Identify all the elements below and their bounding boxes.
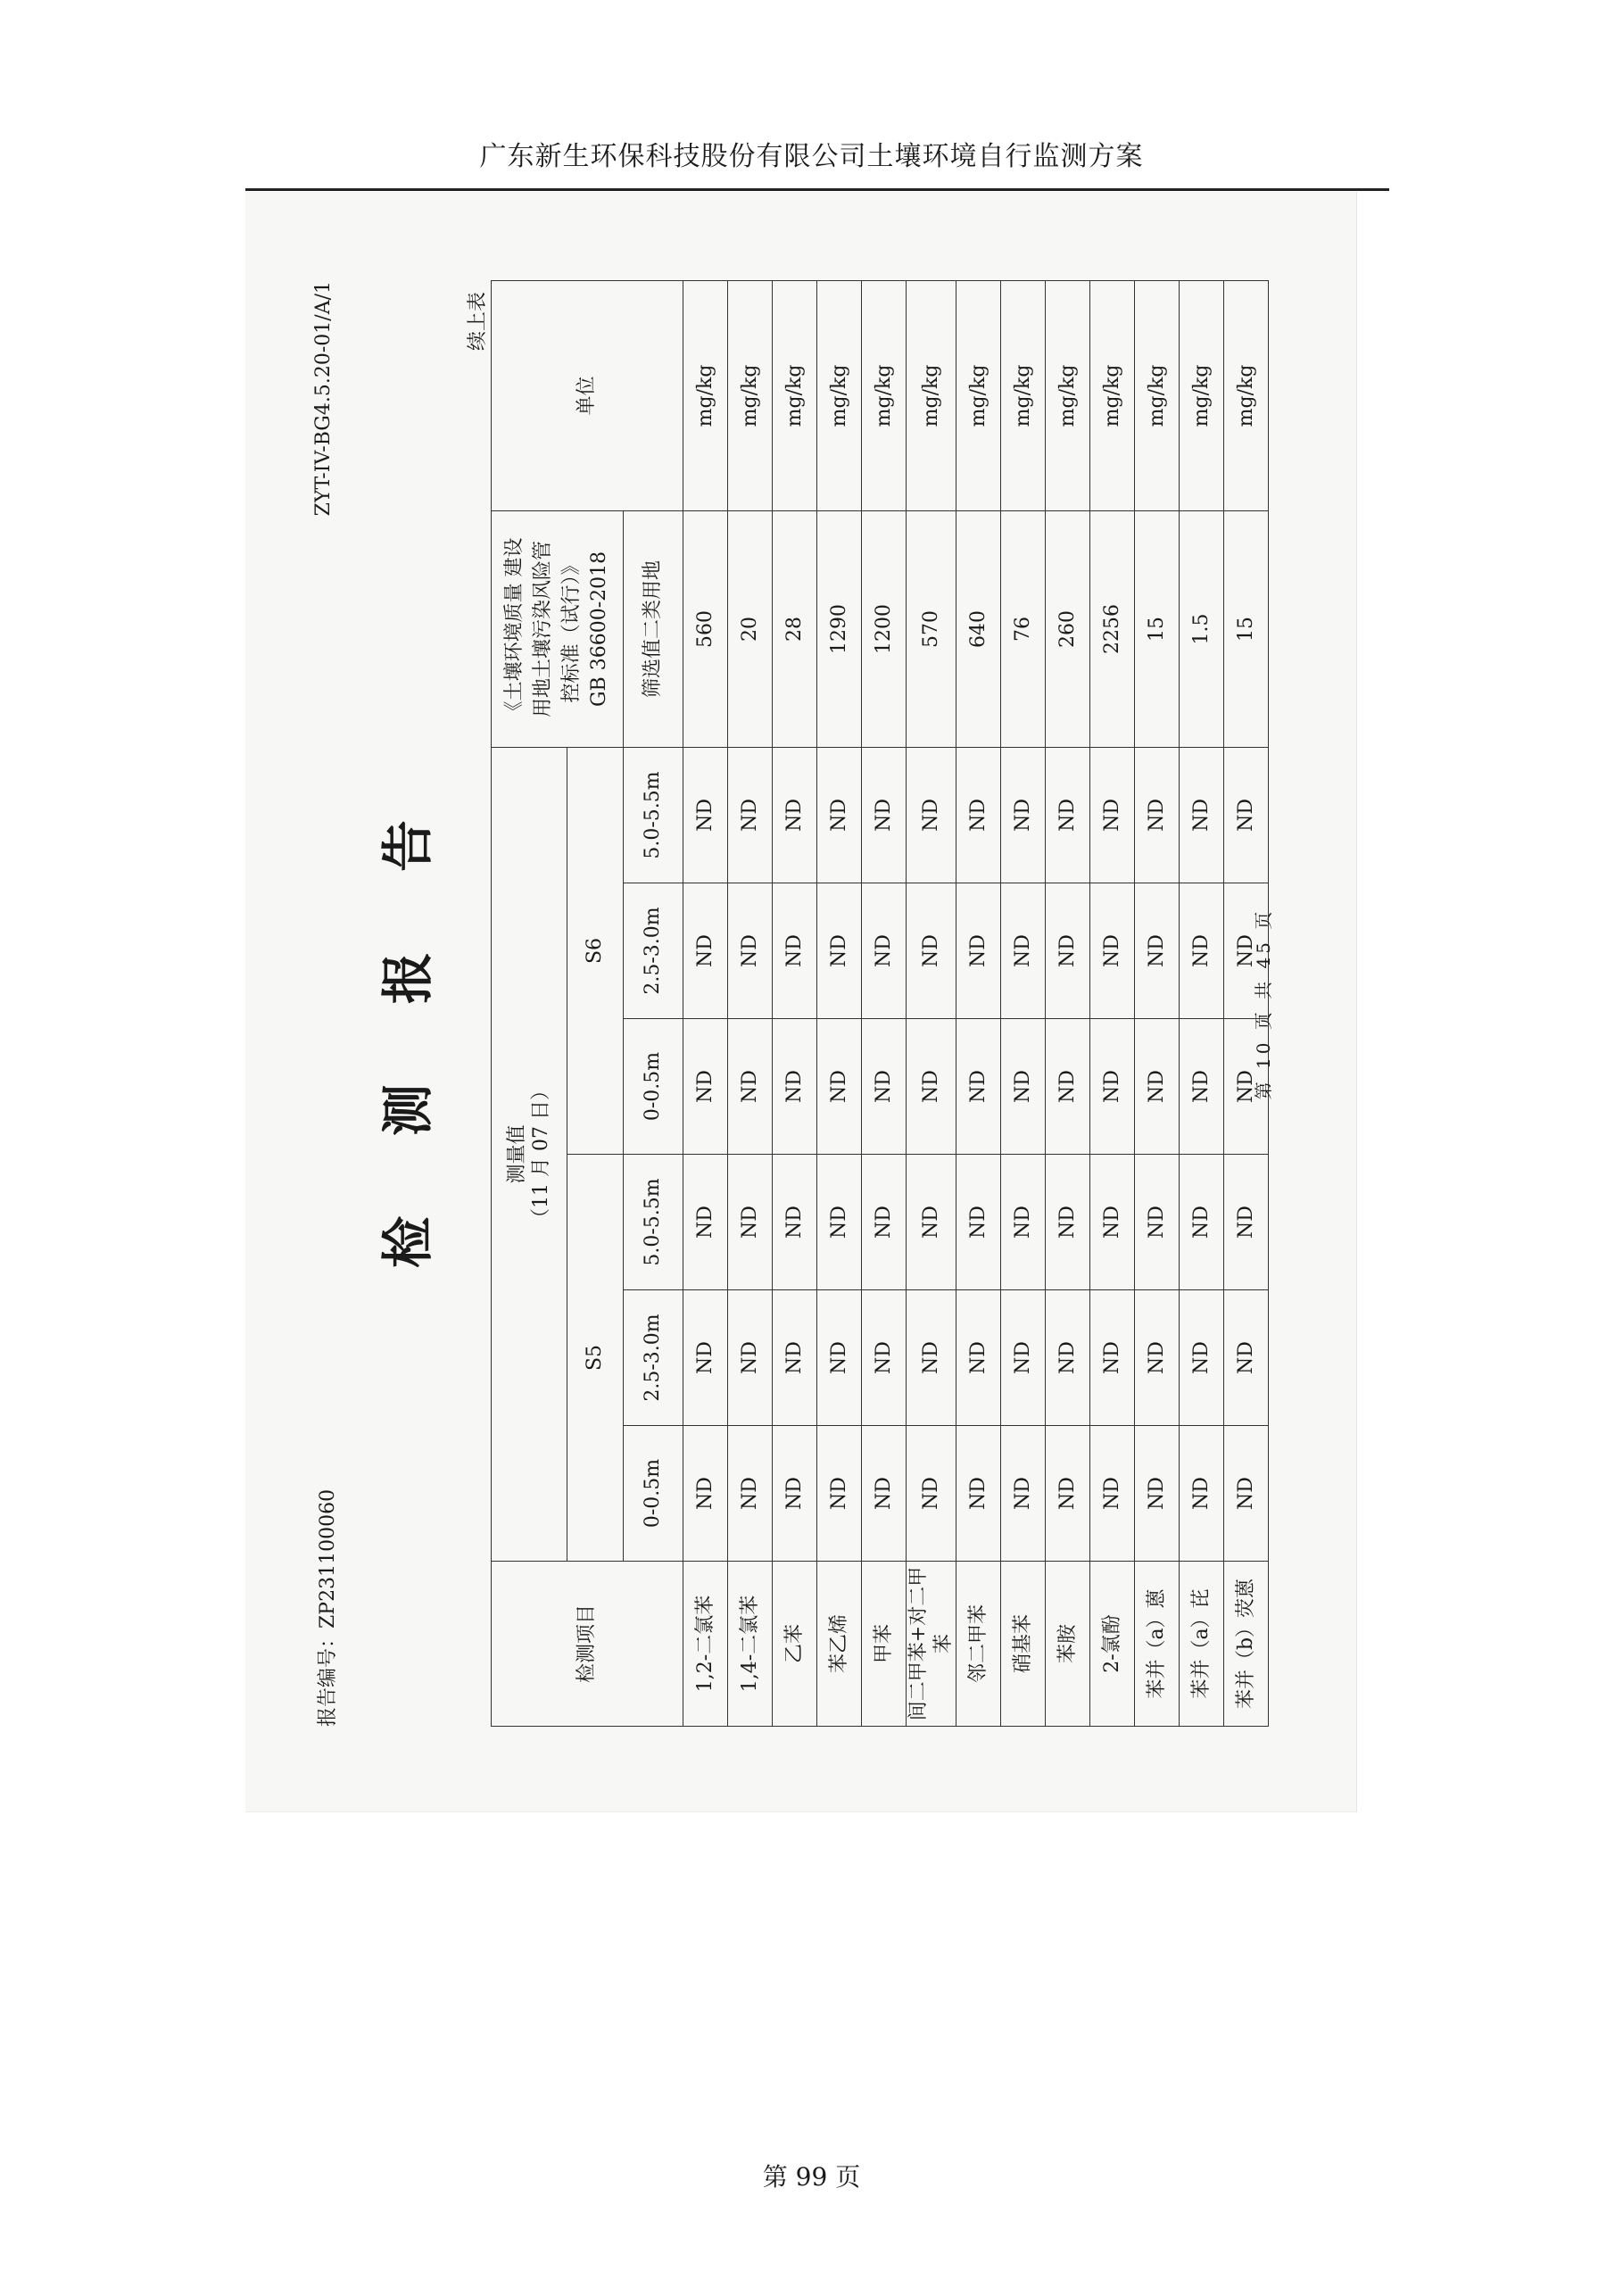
value-cell: ND (956, 883, 1001, 1019)
value-cell: ND (1001, 883, 1046, 1019)
depth-header: 2.5-3.0m (624, 1290, 683, 1426)
value-cell: ND (1090, 883, 1135, 1019)
value-cell: ND (728, 1290, 773, 1426)
value-cell: ND (907, 1426, 956, 1562)
standard-value: 260 (1046, 510, 1090, 747)
value-cell: ND (683, 883, 728, 1019)
value-cell: ND (1135, 1290, 1180, 1426)
value-cell: ND (1224, 1155, 1269, 1290)
value-cell: ND (1135, 1426, 1180, 1562)
value-cell: ND (817, 1426, 862, 1562)
value-cell: ND (1135, 883, 1180, 1019)
item-name: 苯并（b）荧蒽 (1224, 1562, 1269, 1727)
value-cell: ND (1046, 1019, 1090, 1155)
standard-line-2: 用地土壤污染风险管 (531, 540, 554, 717)
depth-header: 0-0.5m (624, 1019, 683, 1155)
point-s6: S6 (567, 747, 624, 1154)
value-cell: ND (683, 1426, 728, 1562)
standard-subheader: 筛选值二类用地 (624, 510, 683, 747)
value-cell: ND (728, 1426, 773, 1562)
value-cell: ND (1135, 1155, 1180, 1290)
value-cell: ND (817, 1290, 862, 1426)
table-row (728, 280, 773, 1726)
measured-label: 测量值 (505, 1124, 528, 1184)
report-page-note: 第 10 页 共 45 页 (1253, 908, 1274, 1100)
table-row (773, 280, 817, 1726)
value-cell: ND (1224, 1290, 1269, 1426)
value-cell: ND (773, 1155, 817, 1290)
value-cell: ND (1046, 747, 1090, 883)
item-name: 乙苯 (773, 1562, 817, 1727)
item-header: 检测项目 (492, 1562, 683, 1727)
standard-value: 1200 (862, 510, 907, 747)
item-name: 1,4-二氯苯 (728, 1562, 773, 1727)
value-cell: ND (862, 883, 907, 1019)
standard-value: 570 (907, 510, 956, 747)
unit-cell: mg/kg (862, 280, 907, 510)
value-cell: ND (1224, 747, 1269, 883)
table-row (956, 280, 1001, 1726)
table-row (817, 280, 862, 1726)
value-cell: ND (1180, 883, 1224, 1019)
measured-header (492, 747, 567, 1561)
scanned-report-page (245, 192, 1357, 1812)
standard-value: 640 (956, 510, 1001, 747)
standard-value: 15 (1224, 510, 1269, 747)
standard-line-1: 《土壤环境质量 建设 (502, 537, 526, 721)
value-cell: ND (1180, 1290, 1224, 1426)
point-s5: S5 (567, 1155, 624, 1562)
page-number-footer: 第 99 页 (762, 2162, 861, 2192)
value-cell: ND (956, 1426, 1001, 1562)
table-row (1180, 280, 1224, 1726)
value-cell: ND (773, 1426, 817, 1562)
test-results-table (491, 280, 1269, 1727)
unit-cell: mg/kg (907, 280, 956, 510)
depth-header: 5.0-5.5m (624, 1155, 683, 1290)
table-row (1090, 280, 1135, 1726)
value-cell: ND (773, 747, 817, 883)
continued-note: 续上表 (467, 292, 489, 352)
document-header: 广东新生环保科技股份有限公司土壤环境自行监测方案 (479, 141, 1144, 172)
value-cell: ND (1001, 1155, 1046, 1290)
standard-value: 15 (1135, 510, 1180, 747)
value-cell: ND (1224, 883, 1269, 1019)
value-cell: ND (1090, 1019, 1135, 1155)
item-name: 邻二甲苯 (956, 1562, 1001, 1727)
unit-cell: mg/kg (956, 280, 1001, 510)
table-row (1001, 280, 1046, 1726)
item-name: 2-氯酚 (1090, 1562, 1135, 1727)
report-title: 检测报告 (377, 740, 438, 1269)
value-cell: ND (1180, 747, 1224, 883)
value-cell: ND (1090, 1155, 1135, 1290)
value-cell: ND (728, 1155, 773, 1290)
value-cell: ND (683, 1290, 728, 1426)
item-name: 硝基苯 (1001, 1562, 1046, 1727)
value-cell: ND (956, 1019, 1001, 1155)
value-cell: ND (907, 747, 956, 883)
standard-line-4: GB 36600-2018 (588, 551, 611, 708)
table-row (1135, 280, 1180, 1726)
unit-cell: mg/kg (1224, 280, 1269, 510)
item-name: 苯胺 (1046, 1562, 1090, 1727)
depth-header: 0-0.5m (624, 1426, 683, 1562)
value-cell: ND (1224, 1426, 1269, 1562)
table-row (683, 280, 728, 1726)
value-cell: ND (1180, 1155, 1224, 1290)
standard-value: 560 (683, 510, 728, 747)
form-code: ZYT-IV-BG4.5.20-01/A/1 (312, 281, 335, 517)
value-cell: ND (773, 1290, 817, 1426)
value-cell: ND (683, 1155, 728, 1290)
value-cell: ND (1090, 747, 1135, 883)
unit-cell: mg/kg (683, 280, 728, 510)
item-name: 1,2-二氯苯 (683, 1562, 728, 1727)
value-cell: ND (862, 747, 907, 883)
value-cell: ND (862, 1426, 907, 1562)
value-cell: ND (1135, 747, 1180, 883)
standard-value: 1290 (817, 510, 862, 747)
standard-value: 2256 (1090, 510, 1135, 747)
value-cell: ND (773, 1019, 817, 1155)
unit-cell: mg/kg (817, 280, 862, 510)
value-cell: ND (1090, 1426, 1135, 1562)
value-cell: ND (862, 1155, 907, 1290)
item-name: 苯乙烯 (817, 1562, 862, 1727)
value-cell: ND (1001, 747, 1046, 883)
value-cell: ND (907, 883, 956, 1019)
value-cell: ND (1046, 883, 1090, 1019)
value-cell: ND (1001, 1019, 1046, 1155)
value-cell: ND (817, 1019, 862, 1155)
standard-line-3: 控标准（试行）》 (559, 555, 583, 703)
rotated-report-content (312, 281, 1294, 1727)
header-divider (245, 188, 1389, 191)
value-cell: ND (773, 883, 817, 1019)
item-name: 甲苯 (862, 1562, 907, 1727)
value-cell: ND (1090, 1290, 1135, 1426)
standard-value: 20 (728, 510, 773, 747)
item-name: 间二甲苯+对二甲苯 (907, 1562, 956, 1727)
value-cell: ND (1001, 1426, 1046, 1562)
value-cell: ND (1135, 1019, 1180, 1155)
value-cell: ND (956, 1290, 1001, 1426)
standard-value: 1.5 (1180, 510, 1224, 747)
value-cell: ND (728, 747, 773, 883)
value-cell: ND (907, 1019, 956, 1155)
value-cell: ND (1046, 1426, 1090, 1562)
value-cell: ND (1046, 1290, 1090, 1426)
item-name: 苯并（a）芘 (1180, 1562, 1224, 1727)
value-cell: ND (1046, 1155, 1090, 1290)
value-cell: ND (1224, 1019, 1269, 1155)
value-cell: ND (862, 1019, 907, 1155)
depth-header: 2.5-3.0m (624, 883, 683, 1019)
value-cell: ND (817, 747, 862, 883)
table-row (907, 280, 956, 1726)
unit-cell: mg/kg (1180, 280, 1224, 510)
value-cell: ND (1180, 1426, 1224, 1562)
standard-header (492, 510, 624, 747)
unit-cell: mg/kg (1001, 280, 1046, 510)
unit-cell: mg/kg (728, 280, 773, 510)
unit-cell: mg/kg (1046, 280, 1090, 510)
value-cell: ND (683, 1019, 728, 1155)
measure-date: （11 月 07 日） (530, 1080, 552, 1228)
value-cell: ND (1001, 1290, 1046, 1426)
value-cell: ND (728, 1019, 773, 1155)
value-cell: ND (728, 883, 773, 1019)
report-number: 报告编号：ZP231100060 (317, 1488, 339, 1727)
depth-header: 5.0-5.5m (624, 747, 683, 883)
standard-value: 28 (773, 510, 817, 747)
unit-cell: mg/kg (1090, 280, 1135, 510)
value-cell: ND (956, 747, 1001, 883)
unit-cell: mg/kg (773, 280, 817, 510)
table-row (1046, 280, 1090, 1726)
value-cell: ND (907, 1290, 956, 1426)
unit-cell: mg/kg (1135, 280, 1180, 510)
standard-value: 76 (1001, 510, 1046, 747)
item-name: 苯并（a）蒽 (1135, 1562, 1180, 1727)
value-cell: ND (817, 1155, 862, 1290)
value-cell: ND (817, 883, 862, 1019)
value-cell: ND (956, 1155, 1001, 1290)
value-cell: ND (1180, 1019, 1224, 1155)
table-row (862, 280, 907, 1726)
unit-header: 单位 (492, 280, 683, 510)
value-cell: ND (907, 1155, 956, 1290)
value-cell: ND (683, 747, 728, 883)
value-cell: ND (862, 1290, 907, 1426)
